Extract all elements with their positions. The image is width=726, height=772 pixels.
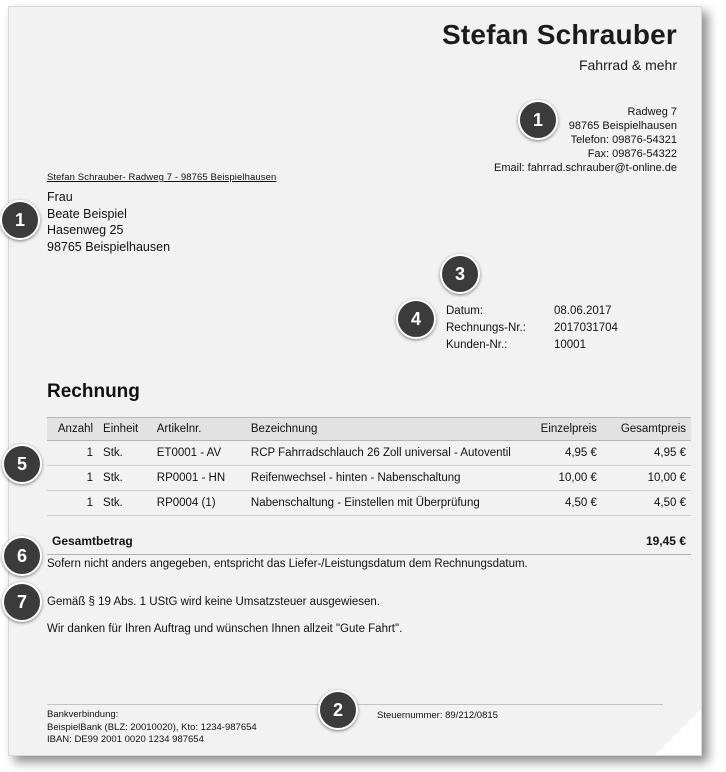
callout-badge-1-sender: 1	[518, 100, 558, 140]
cell-desc: RCP Fahrradschlauch 26 Zoll universal - Autoventil	[246, 441, 516, 466]
bank-label: Bankverbindung:	[47, 709, 119, 720]
company-name: Stefan Schrauber	[441, 19, 677, 50]
invoice-no-label: Rechnungs-Nr.:	[446, 322, 526, 334]
line-items-table	[47, 417, 691, 516]
tax-number: Steuernummer: 89/212/0815	[377, 710, 498, 721]
cell-unit: Stk.	[98, 441, 152, 466]
page-title: Rechnung	[47, 381, 140, 402]
cell-total-price: 4,95 €	[602, 441, 691, 466]
return-address-line: Stefan Schrauber- Radweg 7 - 98765 Beispielhausen	[47, 172, 277, 183]
note-thanks: Wir danken für Ihren Auftrag und wünschen Ihnen allzeit "Gute Fahrt".	[47, 623, 403, 635]
recipient-street: Hasenweg 25	[47, 223, 124, 237]
recipient-salutation: Frau	[47, 190, 73, 204]
meta-row-invoice-no	[446, 320, 618, 337]
total-label: Gesamtbetrag	[47, 528, 595, 555]
bank-details	[47, 709, 257, 747]
recipient-address	[47, 189, 170, 255]
invoice-content	[9, 7, 701, 755]
cell-qty: 1	[47, 441, 98, 466]
cell-artnr: RP0001 - HN	[152, 466, 246, 491]
sender-email: Email: fahrrad.schrauber@t-online.de	[494, 162, 677, 174]
customer-no-label: Kunden-Nr.:	[446, 339, 508, 351]
callout-badge-6: 6	[2, 536, 42, 576]
cell-total-price: 4,50 €	[602, 491, 691, 516]
note-vat-exemption: Gemäß § 19 Abs. 1 UStG wird keine Umsatzsteuer ausgewiesen.	[47, 596, 381, 608]
sender-city: 98765 Beispielhausen	[568, 120, 677, 132]
cell-unit: Stk.	[98, 491, 152, 516]
table-row	[47, 441, 691, 466]
cell-unit-price: 4,50 €	[516, 491, 602, 516]
meta-row-date	[446, 303, 618, 320]
table-row	[47, 491, 691, 516]
callout-badge-4: 4	[396, 299, 436, 339]
date-value: 08.06.2017	[554, 305, 612, 317]
callout-badge-7: 7	[2, 582, 42, 622]
company-tagline: Fahrrad & mehr	[578, 57, 677, 73]
customer-no-value: 10001	[554, 339, 586, 351]
invoice-meta	[446, 303, 618, 354]
table-row	[47, 466, 691, 491]
note-delivery-date: Sofern nicht anders angegeben, entspricht das Liefer-/Leistungsdatum dem Rechnungsdatum.	[47, 558, 528, 570]
cell-artnr: ET0001 - AV	[152, 441, 246, 466]
callout-badge-5: 5	[2, 444, 42, 484]
callout-badge-3: 3	[440, 254, 480, 294]
bank-line-2: IBAN: DE99 2001 0020 1234 987654	[47, 734, 204, 745]
cell-qty: 1	[47, 466, 98, 491]
recipient-name: Beate Beispiel	[47, 206, 127, 221]
sender-street: Radweg 7	[627, 106, 677, 118]
cell-artnr: RP0004 (1)	[152, 491, 246, 516]
total-row	[47, 528, 691, 555]
table-header-row	[47, 418, 691, 441]
sender-fax: Fax: 09876-54322	[587, 148, 677, 160]
cell-qty: 1	[47, 491, 98, 516]
invoice-page	[8, 6, 702, 756]
header-qty: Anzahl	[47, 418, 98, 441]
total-value: 19,45 €	[595, 528, 691, 555]
date-label: Datum:	[446, 305, 484, 317]
header-unit: Einheit	[98, 418, 152, 441]
recipient-city: 98765 Beispielhausen	[47, 239, 171, 254]
header-artnr: Artikelnr.	[152, 418, 246, 441]
cell-total-price: 10,00 €	[602, 466, 691, 491]
cell-unit-price: 4,95 €	[516, 441, 602, 466]
cell-unit: Stk.	[98, 466, 152, 491]
callout-badge-2: 2	[318, 690, 358, 730]
header-unit-price: Einzelpreis	[516, 418, 602, 441]
cell-desc: Nabenschaltung - Einstellen mit Überprüfung	[246, 491, 516, 516]
invoice-no-value: 2017031704	[554, 322, 618, 334]
page-fold-shade	[655, 709, 701, 755]
sender-phone: Telefon: 09876-54321	[570, 134, 677, 146]
bank-line-1: BeispielBank (BLZ: 20010020), Kto: 1234-987654	[47, 721, 257, 733]
header-desc: Bezeichnung	[246, 418, 516, 441]
cell-desc: Reifenwechsel - hinten - Nabenschaltung	[246, 466, 516, 491]
meta-row-customer-no	[446, 337, 618, 354]
callout-badge-1-recipient: 1	[0, 200, 40, 240]
header-total-price: Gesamtpreis	[602, 418, 691, 441]
cell-unit-price: 10,00 €	[516, 466, 602, 491]
